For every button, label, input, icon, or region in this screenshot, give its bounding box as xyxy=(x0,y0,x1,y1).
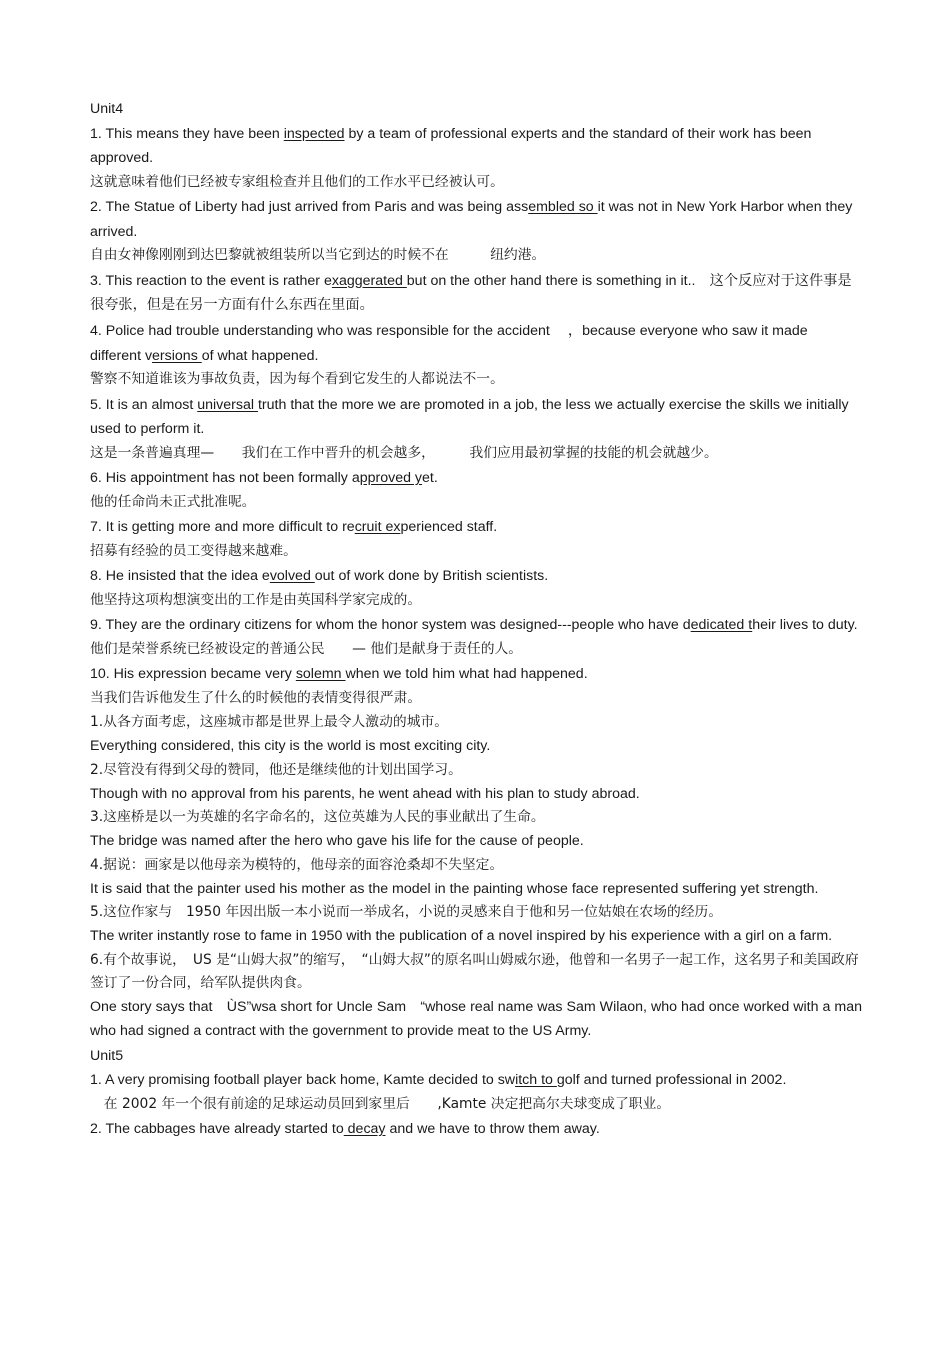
sentence-text: 1. A very promising football player back home, Kamte decided to sw xyxy=(90,1072,516,1088)
sentence-item xyxy=(90,122,862,194)
sentence-item xyxy=(90,319,862,391)
sentence-item xyxy=(90,466,862,514)
sentence-text: when we told him what had happened. xyxy=(345,666,588,682)
chinese-translation: 这是一条普遍真理— 我们在工作中晋升的机会越多， 我们应用最初掌握的技能的机会就越少。 xyxy=(90,444,718,461)
vocabulary-word: xaggerated xyxy=(331,272,407,289)
sentence-text: et. xyxy=(422,470,438,486)
sentence-text: it was not in New York Harbor when they arrived. xyxy=(90,199,853,240)
sentence-text: 6. His appointment has not been formally a xyxy=(90,470,360,486)
sentence-text: 7. It is getting more and more difficult to re xyxy=(90,519,355,535)
chinese-translation: 他们是荣誉系统已经被设定的普通公民 — 他们是献身于责任的人。 xyxy=(90,640,523,657)
chinese-prompt: 6.有个故事说， US 是“山姆大叔”的缩写， “山姆大叔”的原名叫山姆威尔逊，他曾和一名男子一起工作，这名男子和美国政府签订了一份合同，给军队提供肉食。 xyxy=(90,951,859,991)
english-translation: It is said that the painter used his mother as the model in the painting whose face represented suffering yet strength. xyxy=(90,880,819,897)
chinese-translation: 招募有经验的员工变得越来越难。 xyxy=(90,542,297,559)
sentence-text: 8. He insisted that the idea e xyxy=(90,568,270,584)
chinese-translation: 这就意味着他们已经被专家组检查并且他们的工作水平已经被认可。 xyxy=(90,173,504,190)
vocabulary-word: inspected xyxy=(283,125,345,142)
sentence-text: 10. His expression became very xyxy=(90,666,296,682)
english-sentence xyxy=(90,613,862,638)
english-translation: The bridge was named after the hero who gave his life for the cause of people. xyxy=(90,833,584,849)
sentence-text: heir lives to duty. xyxy=(752,617,858,633)
sentence-item xyxy=(90,564,862,612)
sentence-item xyxy=(90,269,862,318)
sentence-text: 2. The cabbages have already started to xyxy=(90,1121,344,1137)
chinese-prompt: 1.从各方面考虑，这座城市都是世界上最令人激动的城市。 xyxy=(90,714,449,730)
chinese-translation: 当我们告诉他发生了什么的时候他的表情变得很严肃。 xyxy=(90,689,422,706)
sentence-text: of what happened. xyxy=(201,347,319,364)
vocabulary-word: cruit ex xyxy=(354,519,401,535)
sentence-text: but on the other hand there is something in it.. 这个反应对于这件事是很夸张，但是在另一方面有什么东西在里面。 xyxy=(90,272,852,313)
sentence-text: 1. This means they have been xyxy=(90,125,284,142)
english-sentence xyxy=(90,195,862,244)
english-sentence xyxy=(90,662,862,687)
english-translation: Everything considered, this city is the world is most exciting city. xyxy=(90,738,491,754)
sentence-item xyxy=(90,515,862,563)
document-body xyxy=(90,97,862,1143)
english-translation: The writer instantly rose to fame in 1950 with the publication of a novel inspired by his experience with a girl on a farm. xyxy=(90,928,833,944)
sentence-item xyxy=(90,613,862,661)
english-sentence xyxy=(90,393,862,442)
chinese-prompt: 4.据说：画家是以他母亲为模特的，他母亲的面容沧桑却不失坚定。 xyxy=(90,856,504,873)
english-sentence xyxy=(90,122,862,171)
sentence-text: and we have to throw them away. xyxy=(385,1121,600,1137)
chinese-prompt: 2.尽管没有得到父母的赞同，他还是继续他的计划出国学习。 xyxy=(90,761,462,778)
sentence-text: 4. Police had trouble understanding who was responsible for the accident ，because everyone who saw it made different v xyxy=(90,323,808,364)
chinese-translation: 他的任命尚未正式批准呢。 xyxy=(90,493,256,510)
chinese-prompt: 3.这座桥是以一为英雄的名字命名的，这位英雄为人民的事业献出了生命。 xyxy=(90,809,545,825)
vocabulary-word: volved xyxy=(269,568,315,584)
unit4-translation-list xyxy=(90,711,862,1044)
sentence-text: truth that the more we are promoted in a job, the less we actually exercise the skills we initially used to perform it. xyxy=(90,396,849,437)
sentence-text: by a team of professional experts and the standard of their work has been approved. xyxy=(90,125,812,166)
sentence-text: 9. They are the ordinary citizens for whom the honor system was designed---people who have d xyxy=(90,617,691,633)
vocabulary-word: ersions xyxy=(152,347,202,364)
sentence-text: out of work done by British scientists. xyxy=(314,568,549,584)
sentence-item xyxy=(90,393,862,465)
sentence-text: 3. This reaction to the event is rather e xyxy=(90,272,332,289)
unit5-vocabulary-list xyxy=(90,1068,862,1142)
sentence-item xyxy=(90,1068,862,1116)
sentence-item xyxy=(90,1117,862,1142)
sentence-text: 5. It is an almost xyxy=(90,396,198,413)
chinese-translation: 自由女神像刚刚到达巴黎就被组装所以当它到达的时候不在 纽约港。 xyxy=(90,247,546,263)
vocabulary-word: itch to xyxy=(515,1072,557,1088)
chinese-translation: 警察不知道谁该为事故负责，因为每个看到它发生的人都说法不一。 xyxy=(90,371,504,387)
sentence-item xyxy=(90,662,862,710)
english-translation: One story says that ÙS”wsa short for Uncle Sam “whose real name was Sam Wilaon, who had once worked with a man who had signed a contract with the government to provide meat to the US Army. xyxy=(90,998,862,1039)
chinese-translation: 在 2002 年一个很有前途的足球运动员回到家里后 ,Kamte 决定把高尔夫球变成了职业。 xyxy=(90,1095,671,1112)
unit4-vocabulary-list xyxy=(90,122,862,710)
english-sentence xyxy=(90,319,862,368)
english-sentence xyxy=(90,515,862,540)
chinese-prompt: 5.这位作家与 1950 年因出版一本小说而一举成名，小说的灵感来自于他和另一位姑娘在农场的经历。 xyxy=(90,904,723,920)
english-sentence xyxy=(90,1068,862,1093)
english-sentence xyxy=(90,1117,862,1142)
vocabulary-word: pproved y xyxy=(359,470,423,486)
sentence-text: 2. The Statue of Liberty had just arrived from Paris and was being ass xyxy=(90,199,529,215)
english-sentence xyxy=(90,564,862,589)
vocabulary-word: solemn xyxy=(295,666,346,682)
vocabulary-word: decay xyxy=(343,1121,386,1137)
unit5-heading: Unit5 xyxy=(90,1047,124,1064)
sentence-text: golf and turned professional in 2002. xyxy=(556,1072,787,1088)
english-sentence xyxy=(90,466,862,491)
unit4-heading: Unit4 xyxy=(90,101,124,117)
sentence-text: perienced staff. xyxy=(400,519,498,535)
vocabulary-word: embled so xyxy=(528,199,598,215)
english-translation: Though with no approval from his parents, he went ahead with his plan to study abroad. xyxy=(90,785,640,802)
chinese-translation: 他坚持这项构想演变出的工作是由英国科学家完成的。 xyxy=(90,591,422,608)
english-sentence xyxy=(90,269,862,318)
vocabulary-word: edicated t xyxy=(690,617,753,633)
vocabulary-word: universal xyxy=(197,396,258,413)
sentence-item xyxy=(90,195,862,267)
